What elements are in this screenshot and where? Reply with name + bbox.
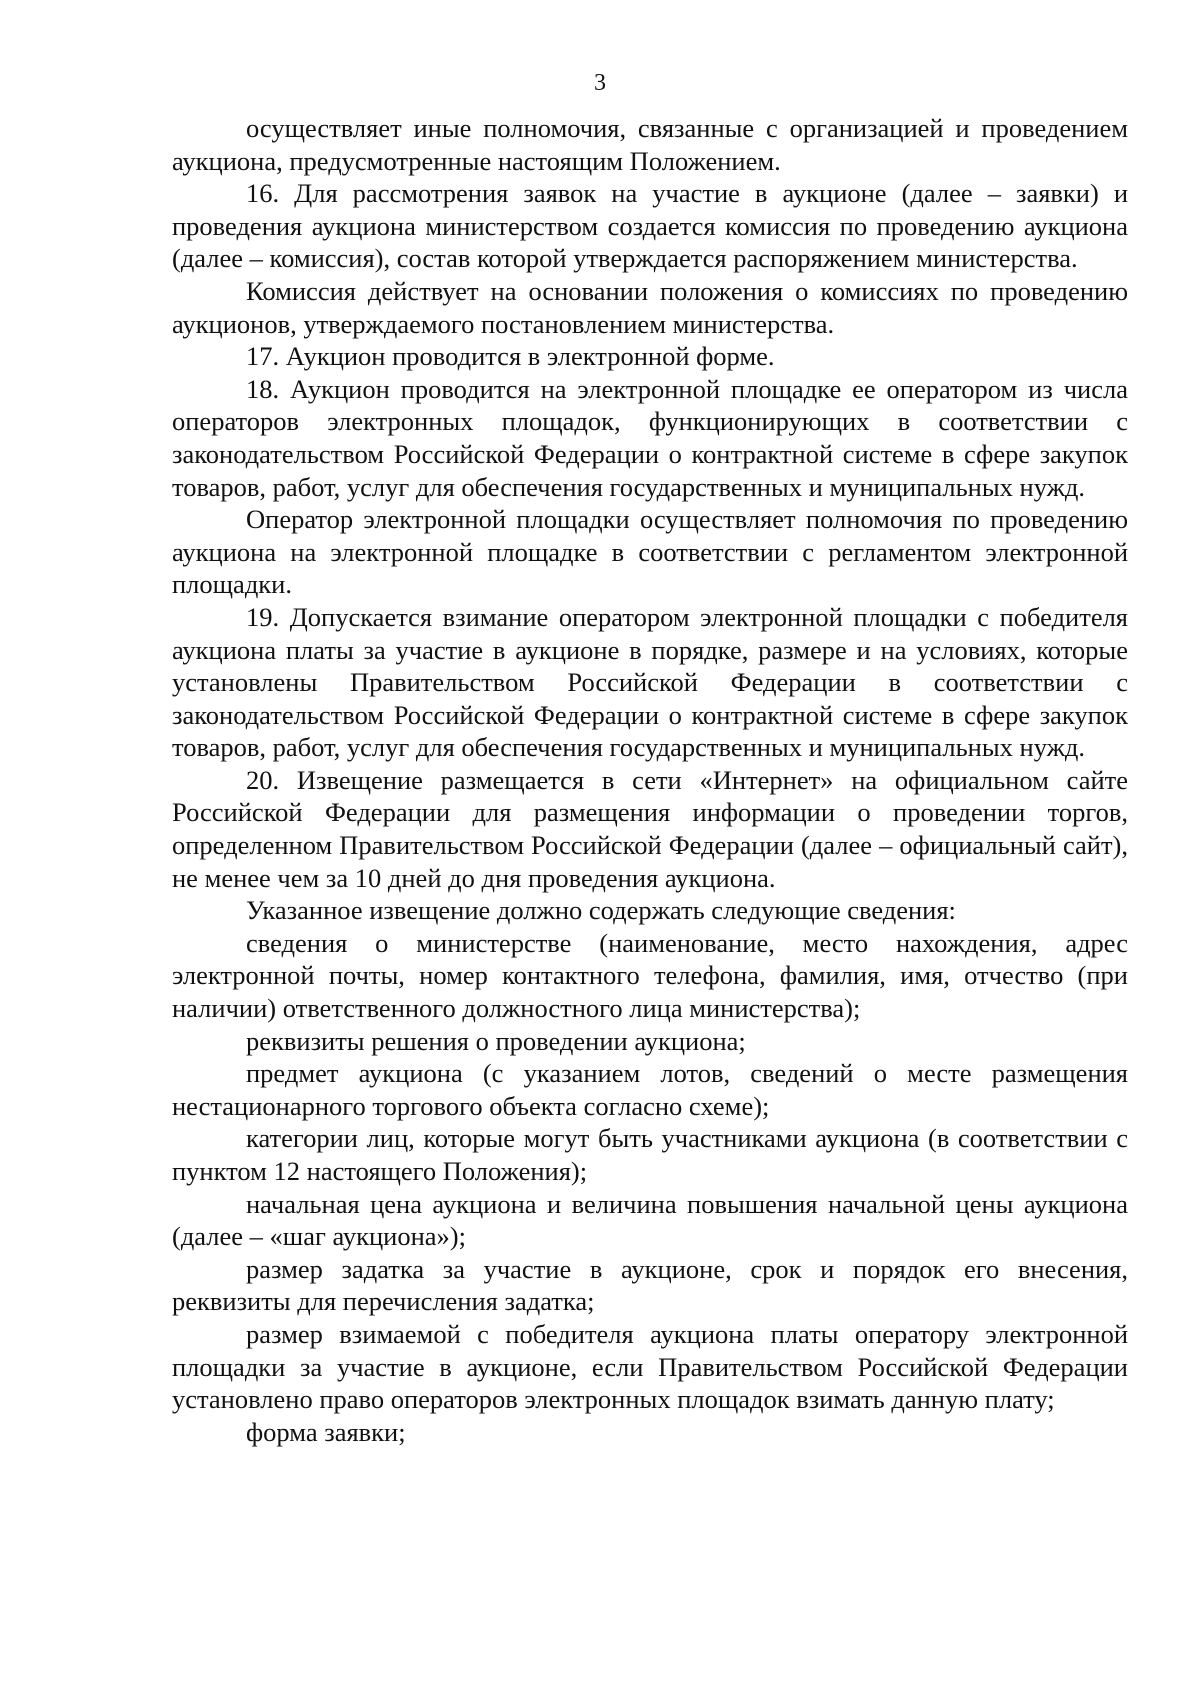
- paragraph-17-electronic-form: 17. Аукцион проводится в электронной форме.: [246, 341, 775, 372]
- document-body: [172, 112, 1128, 1448]
- paragraph-18-platform: 18. Аукцион проводится на электронной площадке ее оператором из числа операторов электронных площадок, функционирующих в соответствии с законодательством Российской Федерации о контрактной системе в сфере закупок товаров, работ, услуг для обеспечения государственных и муниципальных нужд.: [172, 373, 1128, 502]
- list-item-deposit: размер задатка за участие в аукционе, срок и порядок его внесения, реквизиты для перечисления задатка;: [172, 1253, 1128, 1317]
- paragraph-other-powers: осуществляет иные полномочия, связанные с организацией и проведением аукциона, предусмотренные настоящим Положением.: [172, 113, 1128, 176]
- paragraph-16-commission: 16. Для рассмотрения заявок на участие в аукционе (далее – заявки) и проведения аукциона министерством создается комиссия по проведению аукциона (далее – комиссия), состав которой утверждается распоряжением министерства.: [172, 178, 1128, 274]
- list-item-operator-fee: размер взимаемой с победителя аукциона платы оператору электронной площадки за участие в аукционе, если Правительством Российской Федерации установлено право операторов электронных площадок взимать данную плату;: [172, 1318, 1128, 1415]
- list-item-auction-subject: предмет аукциона (с указанием лотов, сведений о месте размещения нестационарного торгового объекта согласно схеме);: [172, 1058, 1128, 1121]
- paragraph-notice-contents: Указанное извещение должно содержать следующие сведения:: [246, 895, 956, 926]
- list-item-participant-categories: категории лиц, которые могут быть участниками аукциона (в соответствии с пунктом 12 настоящего Положения);: [172, 1123, 1128, 1186]
- paragraph-commission-basis: Комиссия действует на основании положения о комиссиях по проведению аукционов, утверждаемого постановлением министерства.: [172, 275, 1128, 339]
- paragraph-operator-powers: Оператор электронной площадки осуществляет полномочия по проведению аукциона на электронной площадке в соответствии с регламентом электронной площадки.: [172, 504, 1128, 600]
- list-item-ministry-info: сведения о министерстве (наименование, место нахождения, адрес электронной почты, номер контактного телефона, фамилия, имя, отчество (при наличии) ответственного должностного лица министерства);: [172, 927, 1128, 1024]
- page-number: 3: [594, 70, 606, 96]
- paragraph-19-fee: 19. Допускается взимание оператором электронной площадки с победителя аукциона платы за участие в аукционе в порядке, размере и на условиях, которые установлены Правительством Российской Федерации в соответствии с законодательством Российской Федерации о контрактной системе в сфере закупок товаров, работ, услуг для обеспечения государственных и муниципальных нужд.: [172, 601, 1128, 763]
- list-item-decision-details: реквизиты решения о проведении аукциона;: [246, 1025, 746, 1056]
- paragraph-20-notice: 20. Извещение размещается в сети «Интернет» на официальном сайте Российской Федерации для размещения информации о проведении торгов, определенном Правительством Российской Федерации (далее – официальный сайт), не менее чем за 10 дней до дня проведения аукциона.: [172, 764, 1128, 893]
- list-item-application-form: форма заявки;: [246, 1416, 406, 1447]
- list-item-initial-price: начальная цена аукциона и величина повышения начальной цены аукциона (далее – «шаг аукциона»);: [172, 1188, 1128, 1252]
